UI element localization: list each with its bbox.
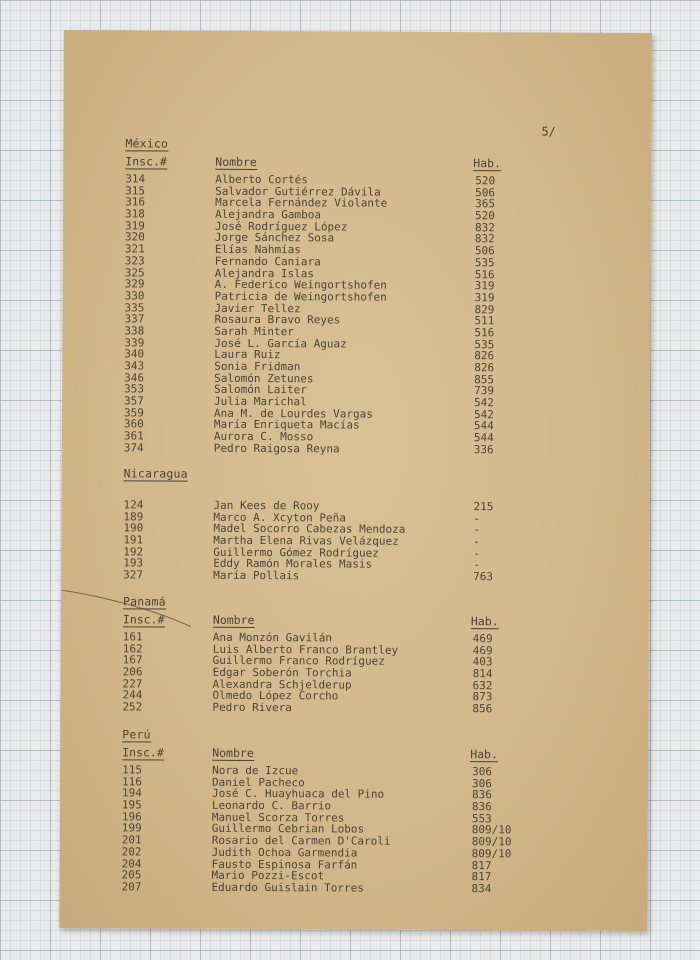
- room-number: 826: [474, 349, 495, 363]
- participant-name: Guillermo Cebrian Lobos: [211, 822, 365, 837]
- participant-name: Guillermo Gómez Rodríguez: [213, 545, 379, 560]
- participant-name: Javier Tellez: [214, 301, 301, 315]
- room-number: 553: [471, 811, 492, 826]
- participant-name: Alejandra Islas: [214, 266, 315, 280]
- insc-number: 206: [122, 665, 143, 679]
- insc-number: 319: [124, 219, 145, 233]
- section-nicaragua: [123, 462, 624, 583]
- insc-number: 191: [123, 533, 144, 547]
- room-number: 469: [472, 643, 493, 657]
- insc-number: 346: [124, 371, 145, 385]
- room-number: 739: [474, 384, 495, 398]
- insc-number: 207: [121, 880, 142, 894]
- insc-number: 192: [123, 545, 144, 559]
- room-number: -: [473, 546, 480, 560]
- participant-name: José L. García Aguaz: [214, 336, 347, 351]
- participant-name: Marcela Fernández Violante: [215, 196, 388, 211]
- insc-number: 202: [121, 845, 142, 859]
- participant-name: Elías Nahmías: [214, 242, 301, 257]
- room-number: -: [473, 511, 481, 525]
- page-number: 5/: [541, 124, 556, 139]
- room-number: 544: [473, 419, 494, 433]
- room-number: 511: [474, 314, 495, 328]
- participant-name: Rosario del Carmen D'Caroli: [211, 833, 391, 848]
- participant-name: Ana Monzón Gavilán: [212, 630, 333, 645]
- insc-number: 124: [123, 498, 144, 512]
- insc-number: 340: [124, 347, 145, 361]
- participant-name: Edgar Soberón Torchia: [212, 665, 352, 680]
- participant-name: José C. Huayhuaca del Pino: [211, 787, 385, 802]
- room-number: 829: [474, 302, 495, 316]
- room-number: 832: [474, 232, 495, 246]
- country-heading: Panamá: [122, 594, 166, 609]
- insc-number: 316: [125, 195, 146, 209]
- insc-number: 353: [124, 382, 145, 396]
- room-number: 306: [472, 776, 492, 790]
- insc-number: 205: [121, 868, 142, 882]
- country-heading: Nicaragua: [123, 466, 188, 481]
- insc-number: 343: [124, 359, 145, 373]
- table-rows: [122, 631, 622, 715]
- participant-name: Olmedo López Corcho: [212, 689, 339, 703]
- table-row: [123, 569, 623, 583]
- room-number: 535: [474, 255, 495, 270]
- room-number: 516: [474, 326, 495, 340]
- room-number: 826: [474, 361, 495, 375]
- insc-number: 167: [122, 653, 143, 667]
- room-number: 215: [473, 500, 494, 514]
- room-number: 516: [474, 267, 495, 281]
- participant-name: Luis Alberto Franco Brantley: [212, 642, 399, 657]
- table-rows: [121, 764, 622, 895]
- room-number: 535: [474, 337, 495, 351]
- insc-number: 357: [124, 394, 144, 408]
- insc-number: 321: [124, 242, 145, 256]
- room-number: -: [473, 523, 481, 537]
- insc-number: 193: [123, 556, 144, 570]
- participant-name: Manuel Scorza Torres: [211, 810, 345, 825]
- participant-name: Jorge Sánchez Sosa: [214, 231, 335, 245]
- participant-name: Mario Pozzi-Escot: [211, 868, 325, 883]
- room-number: 632: [472, 678, 493, 693]
- participant-name: Judith Ochoa Garmendia: [211, 845, 358, 860]
- room-number: 542: [474, 396, 494, 410]
- table-rows: [123, 499, 623, 583]
- column-header-name: Nombre: [212, 612, 255, 628]
- participant-name: Sarah Minter: [214, 324, 294, 339]
- section-panama: [122, 590, 623, 715]
- column-headers: [122, 746, 622, 765]
- insc-number: 374: [123, 441, 144, 455]
- room-number: 506: [475, 185, 496, 199]
- participant-name: Alberto Cortés: [215, 172, 308, 187]
- participant-name: Marco A. Xcyton Peña: [213, 510, 346, 525]
- insc-number: 325: [124, 265, 145, 279]
- participant-name: A. Federico Weingortshofen: [214, 277, 387, 292]
- participant-name: Pedro Rivera: [212, 700, 292, 715]
- insc-number: 329: [124, 277, 145, 291]
- column-headers: [123, 613, 623, 632]
- section-peru: [121, 723, 622, 895]
- participant-name: Julia Marichal: [214, 394, 307, 409]
- participant-name: Martha Elena Rivas Velázquez: [213, 533, 399, 548]
- insc-number: 116: [122, 775, 142, 789]
- room-number: 542: [473, 407, 494, 422]
- section-mexico: [124, 132, 626, 456]
- insc-number: 194: [121, 786, 142, 800]
- room-number: 856: [472, 702, 493, 716]
- column-header-name: Nombre: [212, 745, 254, 761]
- column-header-insc: Insc.#: [122, 745, 164, 760]
- column-header-insc: Insc.#: [125, 154, 167, 169]
- insc-number: 320: [124, 230, 145, 244]
- room-number: 506: [474, 244, 495, 258]
- participant-name: María Enriqueta Macías: [213, 418, 360, 432]
- insc-number: 190: [123, 521, 144, 535]
- insc-number: 338: [124, 324, 145, 338]
- insc-number: 161: [122, 630, 143, 644]
- header-spacer: [124, 481, 624, 500]
- participant-name: Nora de Izcue: [212, 763, 299, 778]
- participant-name: Eduardo Guislain Torres: [211, 880, 364, 895]
- insc-number: 337: [124, 312, 145, 326]
- insc-number: 204: [121, 856, 142, 870]
- participant-name: Jan Kees de Rooy: [213, 498, 320, 513]
- insc-number: 359: [123, 406, 144, 420]
- participant-name: Leonardo C. Barrio: [211, 798, 332, 813]
- insc-number: 339: [124, 335, 145, 350]
- participant-name: Laura Ruiz: [214, 348, 281, 362]
- participant-name: Fernando Caniara: [214, 254, 321, 269]
- insc-number: 162: [122, 642, 143, 656]
- participant-name: Rosaura Bravo Reyes: [214, 313, 341, 327]
- participant-name: Sonia Fridman: [214, 359, 301, 374]
- insc-number: 360: [123, 417, 144, 431]
- participant-name: Pedro Raigosa Reyna: [213, 441, 340, 456]
- room-number: 469: [472, 632, 493, 646]
- room-number: 520: [475, 174, 496, 188]
- room-number: 817: [471, 858, 492, 872]
- participant-name: Salomón Zetunes: [214, 371, 314, 385]
- room-number: 836: [471, 788, 492, 802]
- participant-name: Salomón Laiter: [214, 383, 307, 397]
- table-row: [122, 701, 622, 715]
- insc-number: 199: [121, 821, 142, 835]
- room-number: 544: [473, 431, 494, 445]
- room-number: 403: [472, 655, 493, 669]
- column-header-hab: Hab.: [473, 156, 502, 171]
- room-number: 365: [475, 197, 496, 211]
- room-number: 832: [474, 220, 495, 235]
- insc-number: 323: [124, 254, 145, 268]
- room-number: 814: [472, 667, 493, 681]
- room-number: 809/10: [471, 846, 512, 861]
- insc-number: 335: [124, 300, 145, 314]
- insc-number: 244: [122, 688, 143, 702]
- room-number: -: [473, 535, 480, 549]
- insc-number: 196: [121, 810, 142, 824]
- participant-name: Guillermo Franco Rodríguez: [212, 654, 385, 669]
- participant-name: Aurora C. Mosso: [213, 429, 314, 444]
- participant-name: Salvador Gutiérrez Dávila: [215, 184, 381, 199]
- participant-name: Daniel Pacheco: [212, 775, 305, 789]
- room-number: 836: [471, 800, 492, 814]
- room-number: 520: [474, 209, 495, 223]
- table-rows: [124, 173, 625, 456]
- insc-number: 227: [122, 677, 143, 691]
- room-number: 319: [474, 291, 495, 305]
- room-number: 306: [472, 765, 493, 779]
- insc-number: 327: [123, 568, 144, 582]
- typewritten-page: [59, 30, 652, 931]
- participant-name: María Pollais: [213, 568, 300, 583]
- room-number: 809/10: [471, 823, 512, 837]
- insc-number: 189: [123, 510, 144, 524]
- room-number: -: [473, 558, 480, 572]
- table-row: [124, 442, 624, 456]
- room-number: 855: [474, 372, 495, 386]
- insc-number: 315: [125, 184, 146, 198]
- room-number: 834: [471, 882, 492, 896]
- insc-number: 252: [122, 700, 143, 714]
- country-heading: Perú: [122, 727, 151, 742]
- insc-number: 115: [122, 763, 143, 777]
- column-headers: [125, 155, 625, 174]
- participant-name: Madel Socorro Cabezas Mendoza: [213, 522, 406, 537]
- column-header-hab: Hab.: [470, 614, 499, 629]
- insc-number: 330: [124, 289, 145, 303]
- participant-name: Eddy Ramón Morales Masis: [213, 557, 373, 572]
- column-header-name: Nombre: [215, 154, 257, 170]
- participant-name: Alejandra Gamboa: [215, 207, 322, 222]
- participant-name: Patricia de Weingortshofen: [214, 289, 387, 304]
- room-number: 873: [472, 690, 493, 704]
- room-number: 809/10: [471, 835, 512, 849]
- table-row: [121, 881, 621, 895]
- insc-number: 318: [125, 207, 145, 221]
- room-number: 336: [473, 442, 494, 457]
- room-number: 319: [474, 279, 495, 293]
- room-number: 763: [473, 570, 494, 584]
- participant-name: Ana M. de Lourdes Vargas: [213, 406, 373, 421]
- insc-number: 361: [123, 429, 144, 443]
- column-header-insc: Insc.#: [122, 612, 165, 627]
- column-header-hab: Hab.: [470, 747, 498, 762]
- insc-number: 195: [121, 798, 142, 812]
- participant-name: Fausto Espinosa Farfán: [211, 857, 358, 872]
- room-number: 817: [471, 870, 492, 884]
- country-heading: México: [125, 136, 169, 151]
- participant-name: Alexandra Schjelderup: [212, 677, 352, 692]
- insc-number: 201: [121, 833, 142, 847]
- participant-name: José Rodríguez López: [214, 219, 348, 234]
- insc-number: 314: [125, 172, 146, 186]
